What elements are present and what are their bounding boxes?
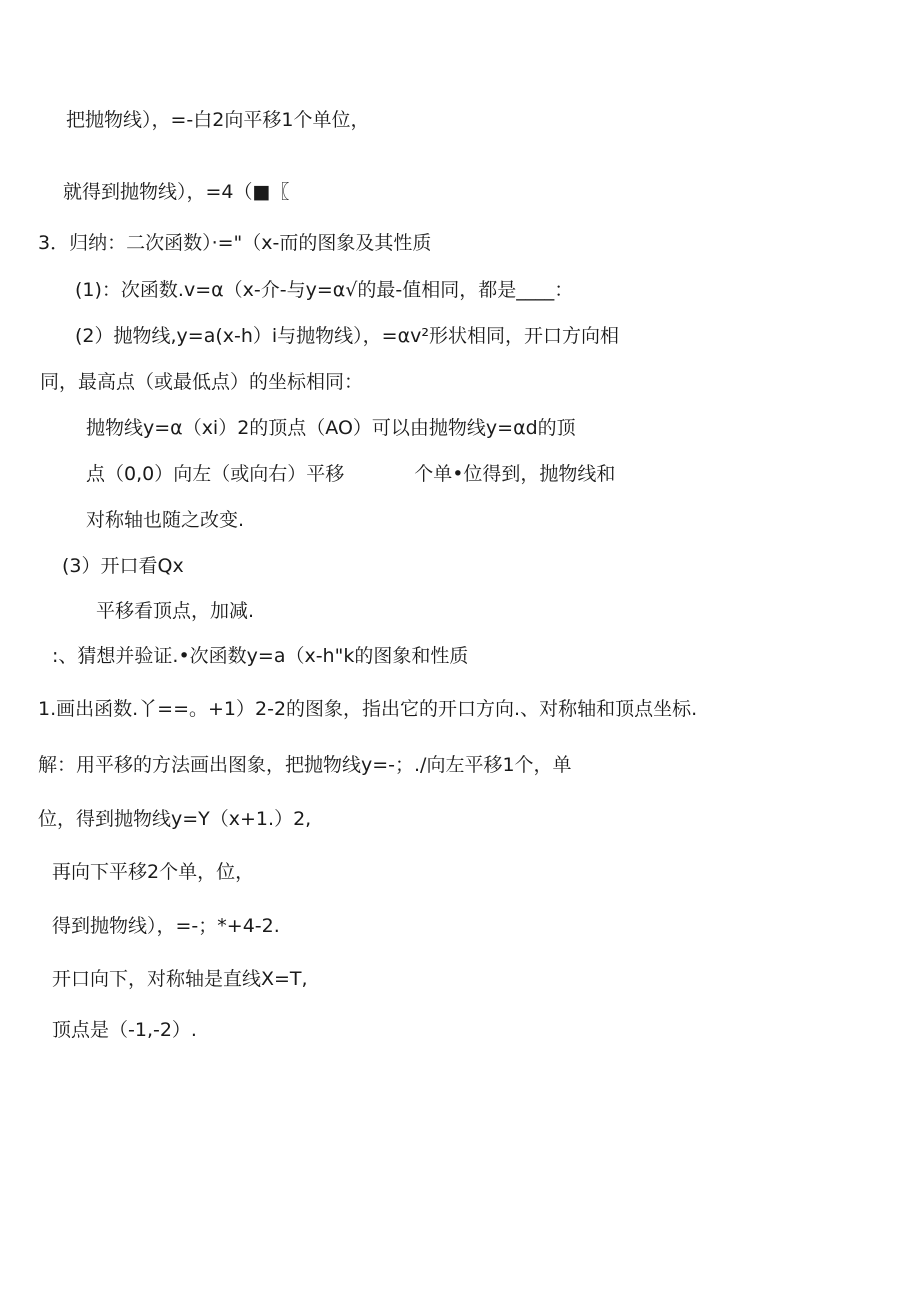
property-item-2: (2）抛物线,y=a(x-h）i与抛物线），=αv²形状相同，开口方向相: [75, 325, 619, 347]
solution-line-2: 位，得到抛物线y=Y（x+1.）2,: [38, 808, 312, 830]
text-line-8: [86, 462, 615, 486]
text-line-11: 平移看顶点，加减.: [96, 600, 255, 622]
solution-line-5: 开口向下，对称轴是直线X=T,: [52, 968, 308, 990]
property-item-3: (3）开口看Qx: [62, 555, 184, 577]
text-line-1: 把抛物线），=-白2向平移1个单位，: [66, 109, 370, 131]
text-line-9: 对称轴也随之改变.: [86, 509, 245, 531]
solution-line-6: 顶点是（-1,-2）.: [52, 1019, 197, 1041]
section-heading-guess: :、猜想并验证.•次函数y=a（x-h"k的图象和性质: [52, 645, 469, 667]
text-line-8-end: 个单•位得到，抛物线和: [414, 463, 616, 485]
solution-line-1: 解：用平移的方法画出图象，把抛物线y=-；./向左平移1个，单: [38, 754, 572, 776]
text-line-8-start: 点（0,0）向左（或向右）平移: [86, 463, 345, 485]
solution-line-4: 得到抛物线），=-；*+4-2.: [52, 915, 280, 937]
property-item-1: (1)：次函数.v=α（x-介-与y=α√的最-值相同，都是____：: [75, 279, 574, 301]
exercise-question-1: 1.画出函数.丫==。+1）2-2的图象，指出它的开口方向.、对称轴和顶点坐标.: [38, 698, 698, 720]
text-line-6: 同，最高点（或最低点）的坐标相同：: [40, 371, 364, 393]
solution-line-3: 再向下平移2个单，位，: [52, 861, 255, 883]
section-heading-3: 3．归纳：二次函数）·="（x-而的图象及其性质: [38, 232, 432, 254]
text-line-2: 就得到抛物线），=4（■〖: [63, 181, 290, 203]
text-line-7: 抛物线y=α（xi）2的顶点（AO）可以由抛物线y=αd的顶: [86, 417, 576, 439]
